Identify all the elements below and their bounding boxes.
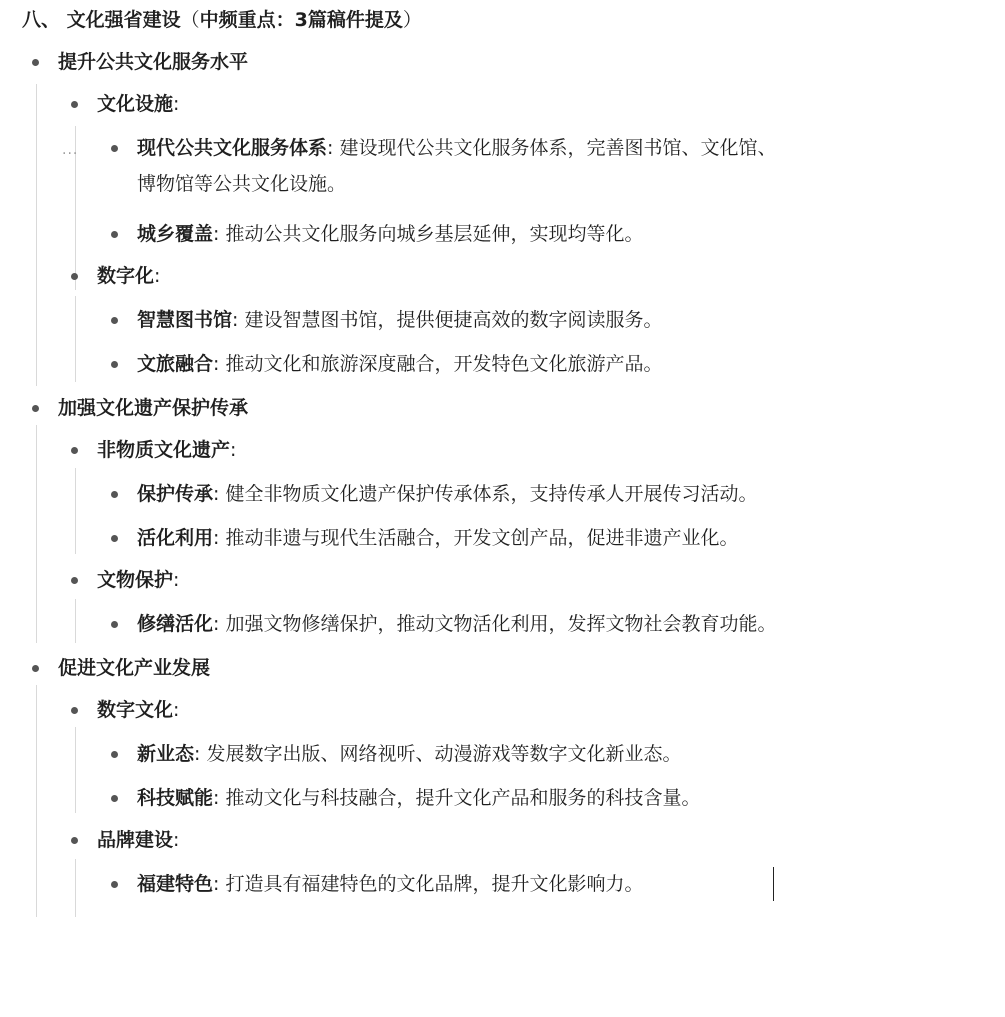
item-desc: : 推动文化和旅游深度融合，开发特色文化旅游产品。 <box>213 353 663 375</box>
item-desc: : 推动非遗与现代生活融合，开发文创产品，促进非遗产业化。 <box>213 527 739 549</box>
bullet-icon <box>111 317 118 324</box>
section-heading[interactable] <box>22 6 422 34</box>
item-term: 新业态 <box>137 743 195 765</box>
heading-paren-close: ） <box>402 9 422 31</box>
item-desc: : 建设现代公共文化服务体系，完善图书馆、文化馆、 <box>327 137 777 159</box>
item-title: 提升公共文化服务水平 <box>58 51 249 73</box>
item-colon: : <box>173 829 180 851</box>
item-term: 活化利用 <box>137 527 214 549</box>
bullet-icon <box>111 535 118 542</box>
bullet-icon <box>111 145 118 152</box>
item-term: 现代公共文化服务体系 <box>137 137 328 159</box>
item-desc-line2: 博物馆等公共文化设施。 <box>137 173 347 195</box>
bullet-icon <box>71 707 78 714</box>
item-colon: : <box>230 439 237 461</box>
item-term: 修缮活化 <box>137 613 214 635</box>
bullet-icon <box>111 231 118 238</box>
bullet-icon <box>71 577 78 584</box>
item-term: 文化设施 <box>97 93 174 115</box>
indent-guide <box>75 599 76 643</box>
more-dots-icon[interactable]: ··· <box>62 146 79 162</box>
indent-guide <box>75 468 76 554</box>
indent-guide <box>75 727 76 813</box>
item-colon: : <box>154 265 161 287</box>
item-desc: : 打造具有福建特色的文化品牌，提升文化影响力。 <box>213 873 644 895</box>
bullet-icon <box>71 273 78 280</box>
item-term: 智慧图书馆 <box>137 309 233 331</box>
item-colon: : <box>173 93 180 115</box>
bullet-icon <box>111 491 118 498</box>
item-term: 文旅融合 <box>137 353 214 375</box>
item-desc: : 推动文化与科技融合，提升文化产品和服务的科技含量。 <box>213 787 701 809</box>
indent-guide <box>36 425 37 643</box>
item-term: 城乡覆盖 <box>137 223 214 245</box>
bullet-icon <box>71 101 78 108</box>
item-term: 保护传承 <box>137 483 214 505</box>
item-term: 品牌建设 <box>97 829 174 851</box>
heading-note: 中频重点：3篇稿件提及 <box>199 9 403 31</box>
bullet-icon <box>71 837 78 844</box>
item-colon: : <box>173 569 180 591</box>
item-term: 数字化 <box>97 265 155 287</box>
item-desc: : 建设智慧图书馆，提供便捷高效的数字阅读服务。 <box>232 309 663 331</box>
heading-paren-open: （ <box>180 9 200 31</box>
item-title: 促进文化产业发展 <box>58 657 211 679</box>
text-cursor <box>773 867 774 901</box>
item-desc: : 推动公共文化服务向城乡基层延伸，实现均等化。 <box>213 223 644 245</box>
bullet-icon <box>71 447 78 454</box>
item-desc: : 加强文物修缮保护，推动文物活化利用，发挥文物社会教育功能。 <box>213 613 777 635</box>
bullet-icon <box>32 665 39 672</box>
indent-guide <box>75 296 76 382</box>
item-desc: : 健全非物质文化遗产保护传承体系，支持传承人开展传习活动。 <box>213 483 758 505</box>
item-term: 文物保护 <box>97 569 174 591</box>
indent-guide <box>36 685 37 917</box>
item-title: 加强文化遗产保护传承 <box>58 397 249 419</box>
item-desc-continuation <box>137 170 346 198</box>
heading-title: 八、 文化强省建设 <box>22 9 181 31</box>
item-term: 数字文化 <box>97 699 174 721</box>
bullet-icon <box>32 59 39 66</box>
item-term: 科技赋能 <box>137 787 214 809</box>
bullet-icon <box>111 621 118 628</box>
indent-guide <box>75 859 76 917</box>
item-desc: : 发展数字出版、网络视听、动漫游戏等数字文化新业态。 <box>194 743 682 765</box>
item-colon: : <box>173 699 180 721</box>
bullet-icon <box>111 361 118 368</box>
bullet-icon <box>111 881 118 888</box>
bullet-icon <box>111 795 118 802</box>
item-term: 非物质文化遗产 <box>97 439 231 461</box>
indent-guide <box>36 84 37 386</box>
bullet-icon <box>111 751 118 758</box>
item-term: 福建特色 <box>137 873 214 895</box>
bullet-icon <box>32 405 39 412</box>
